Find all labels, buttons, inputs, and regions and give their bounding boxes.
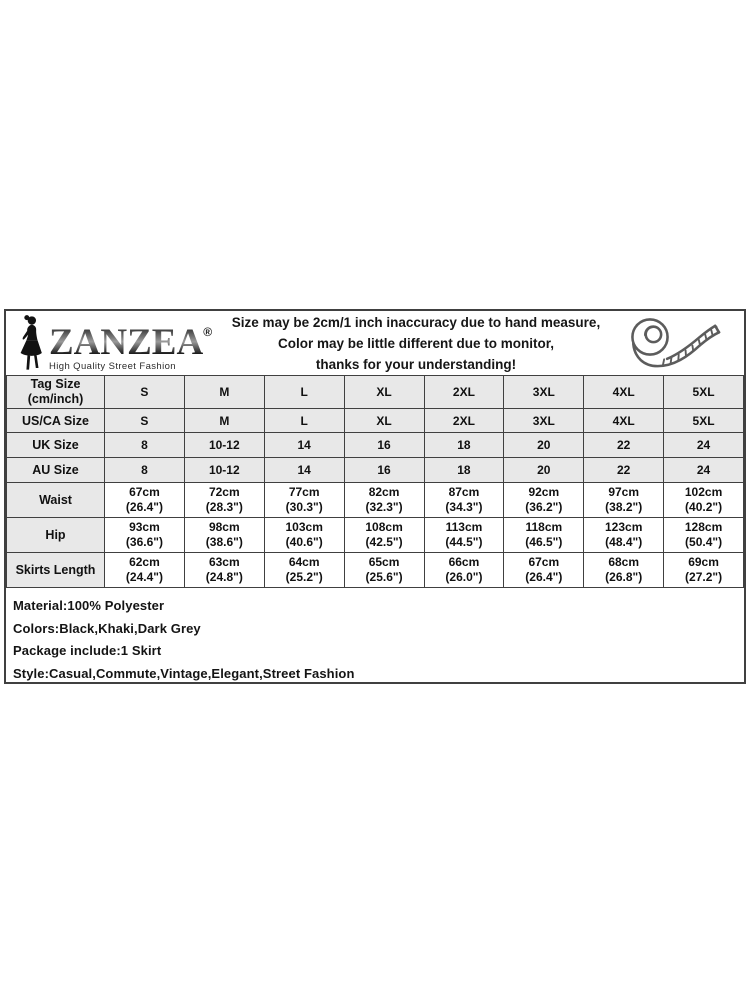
table-cell: L: [264, 409, 344, 433]
table-cell: [424, 553, 504, 588]
table-cell: [264, 483, 344, 518]
table-cell: 5XL: [664, 376, 744, 409]
inch-value: (44.5"): [445, 535, 483, 549]
table-cell: [344, 553, 424, 588]
cm-value: 63cm: [208, 555, 240, 569]
cm-value: 113cm: [445, 520, 483, 534]
detail-colors: Colors:Black,Khaki,Dark Grey: [13, 620, 201, 636]
cm-value: 118cm: [525, 520, 563, 534]
table-cell: 14: [264, 458, 344, 483]
table-cell: 18: [424, 458, 504, 483]
cm-value: 123cm: [605, 520, 643, 534]
table-cell: 2XL: [424, 376, 504, 409]
inch-value: (32.3"): [365, 500, 403, 514]
table-cell: 24: [664, 433, 744, 458]
table-cell: S: [105, 376, 185, 409]
brand-logo: [6, 313, 228, 373]
row-label-tag-size: [7, 376, 105, 409]
table-cell: 3XL: [504, 409, 584, 433]
inch-value: (40.2"): [685, 500, 723, 514]
table-cell: [264, 518, 344, 553]
inch-value: (30.3"): [285, 500, 323, 514]
table-cell: [424, 483, 504, 518]
table-cell: XL: [344, 376, 424, 409]
table-row-tag-size: [7, 376, 744, 409]
inch-value: (24.4"): [125, 570, 163, 584]
inch-value: (36.2"): [525, 500, 563, 514]
row-label-line2: (cm/inch): [27, 392, 84, 406]
cm-value: 66cm: [448, 555, 480, 569]
product-details: [6, 588, 744, 682]
table-cell: M: [184, 376, 264, 409]
row-label-usca: US/CA Size: [7, 409, 105, 433]
table-cell: 16: [344, 458, 424, 483]
row-label-au: AU Size: [7, 458, 105, 483]
table-cell: 14: [264, 433, 344, 458]
table-cell: 2XL: [424, 409, 504, 433]
table-cell: 8: [105, 458, 185, 483]
tape-measure-wrap: [604, 313, 744, 373]
brand-text: [49, 315, 212, 372]
cm-value: 97cm: [608, 485, 640, 499]
table-cell: XL: [344, 409, 424, 433]
inch-value: (46.5"): [525, 535, 563, 549]
table-cell: [424, 518, 504, 553]
cm-value: 98cm: [208, 520, 240, 534]
cm-value: 62cm: [129, 555, 160, 569]
table-cell: 10-12: [184, 458, 264, 483]
cm-value: 82cm: [368, 485, 400, 499]
table-cell: 22: [584, 458, 664, 483]
cm-value: 72cm: [208, 485, 240, 499]
table-row-waist: [7, 483, 744, 518]
cm-value: 65cm: [368, 555, 400, 569]
table-row-hip: [7, 518, 744, 553]
cm-value: 103cm: [285, 520, 323, 534]
inch-value: (36.6"): [125, 535, 163, 549]
cm-value: 64cm: [288, 555, 320, 569]
inch-value: (26.4"): [525, 570, 563, 584]
notice-line-1: Size may be 2cm/1 inch inaccuracy due to hand measure,: [231, 314, 601, 330]
table-cell: [184, 553, 264, 588]
inch-value: (38.6"): [205, 535, 243, 549]
brand-tagline: High Quality Street Fashion: [49, 360, 176, 372]
table-cell: 4XL: [584, 409, 664, 433]
table-cell: 22: [584, 433, 664, 458]
cm-value: 128cm: [684, 520, 723, 534]
detail-style: Style:Casual,Commute,Vintage,Elegant,Street Fashion: [13, 665, 355, 681]
table-row-skirts-length: [7, 553, 744, 588]
table-cell: [664, 553, 744, 588]
measuring-tape-icon: [621, 313, 727, 373]
header-band: [6, 311, 744, 375]
inch-value: (28.3"): [205, 500, 243, 514]
inch-value: (26.0"): [445, 570, 483, 584]
notice-line-3: thanks for your understanding!: [315, 356, 517, 372]
size-chart-panel: [4, 309, 746, 684]
table-cell: [584, 553, 664, 588]
table-cell: [184, 483, 264, 518]
inch-value: (26.8"): [605, 570, 643, 584]
inch-value: (26.4"): [125, 500, 163, 514]
row-label-line1: Tag Size: [30, 377, 81, 391]
inch-value: (38.2"): [605, 500, 643, 514]
cm-value: 87cm: [448, 485, 480, 499]
inch-value: (42.5"): [365, 535, 403, 549]
table-cell: [184, 518, 264, 553]
row-label-hip: Hip: [7, 518, 105, 553]
row-label-skirts-length: Skirts Length: [7, 553, 105, 588]
cm-value: 108cm: [365, 520, 403, 534]
inch-value: (50.4"): [685, 535, 723, 549]
inch-value: (25.2"): [285, 570, 323, 584]
row-label-uk: UK Size: [7, 433, 105, 458]
table-row-au-size: [7, 458, 744, 483]
inch-value: (40.6"): [285, 535, 323, 549]
table-row-usca-size: [7, 409, 744, 433]
cm-value: 68cm: [608, 555, 640, 569]
table-cell: 18: [424, 433, 504, 458]
table-cell: 8: [105, 433, 185, 458]
table-cell: 5XL: [664, 409, 744, 433]
table-cell: 16: [344, 433, 424, 458]
cm-value: 92cm: [528, 485, 560, 499]
size-table: [6, 375, 744, 588]
cm-value: 93cm: [129, 520, 160, 534]
table-cell: 3XL: [504, 376, 584, 409]
table-row-uk-size: [7, 433, 744, 458]
cm-value: 67cm: [528, 555, 560, 569]
table-cell: L: [264, 376, 344, 409]
detail-package: Package include:1 Skirt: [13, 643, 162, 658]
table-cell: [584, 518, 664, 553]
table-cell: [504, 553, 584, 588]
inch-value: (25.6"): [365, 570, 403, 584]
registered-mark: ®: [203, 324, 213, 339]
table-cell: [584, 483, 664, 518]
cm-value: 67cm: [129, 485, 160, 499]
table-cell: [504, 483, 584, 518]
table-cell: 20: [504, 458, 584, 483]
table-cell: 24: [664, 458, 744, 483]
table-cell: 20: [504, 433, 584, 458]
inch-value: (48.4"): [605, 535, 643, 549]
inch-value: (34.3"): [445, 500, 483, 514]
table-cell: [105, 553, 185, 588]
inch-value: (27.2"): [685, 570, 723, 584]
brand-name: ZANZEA®: [49, 321, 213, 363]
inch-value: (24.8"): [205, 570, 243, 584]
table-cell: [344, 518, 424, 553]
table-cell: [105, 518, 185, 553]
cm-value: 69cm: [688, 555, 719, 569]
table-cell: [264, 553, 344, 588]
table-cell: S: [105, 409, 185, 433]
table-cell: 10-12: [184, 433, 264, 458]
table-cell: [664, 483, 744, 518]
cm-value: 77cm: [288, 485, 320, 499]
table-cell: M: [184, 409, 264, 433]
row-label-waist: Waist: [7, 483, 105, 518]
table-cell: [344, 483, 424, 518]
notice-line-2: Color may be little different due to monitor,: [277, 335, 555, 351]
table-cell: [664, 518, 744, 553]
table-cell: [504, 518, 584, 553]
woman-silhouette-icon: [16, 313, 46, 373]
table-cell: [105, 483, 185, 518]
detail-material: Material:100% Polyester: [13, 598, 165, 613]
table-cell: 4XL: [584, 376, 664, 409]
measurement-notice: [228, 312, 604, 375]
cm-value: 102cm: [684, 485, 723, 499]
